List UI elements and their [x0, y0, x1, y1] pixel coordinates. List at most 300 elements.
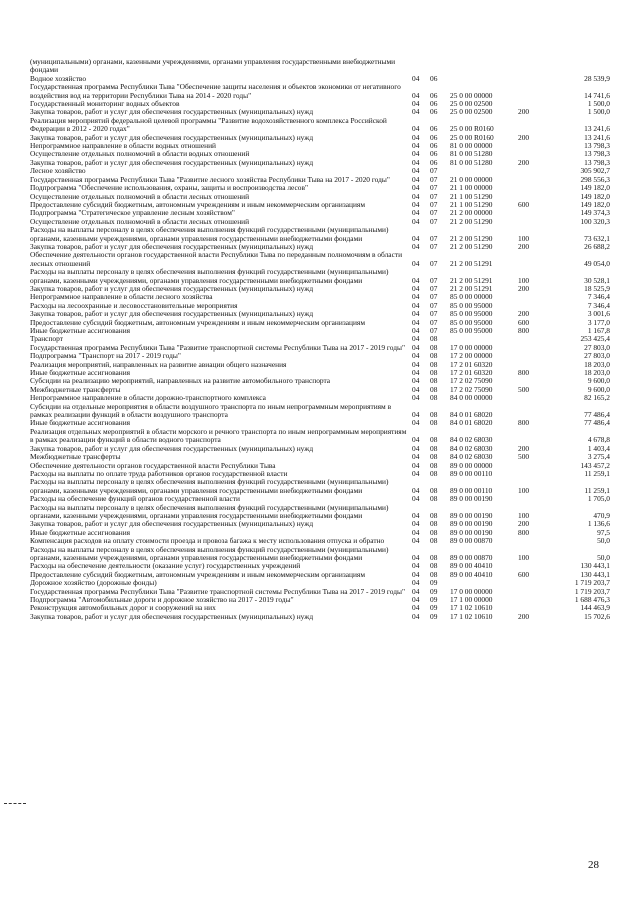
cell-pr: 08	[430, 418, 438, 428]
cell-sum: 11 259,1	[584, 468, 610, 478]
cell-rz: 04	[412, 443, 420, 453]
cell-name: Расходы на выплаты персоналу в целях обеспечения выполнения функций государственными (муниципальными) органами, казенными учреждениями, органами управления государственными внебюджетными фондами	[30, 502, 389, 520]
cell-cs: 17 2 01 60320	[450, 359, 493, 369]
cell-pr: 07	[430, 292, 438, 302]
cell-sum: 77 486,4	[584, 418, 610, 428]
cell-name: Предоставление субсидий бюджетным, автономным учреждениям и иным некоммерческим организациям	[30, 569, 366, 579]
cell-cs: 25 0 00 R0160	[450, 124, 494, 134]
cell-rz: 04	[412, 342, 420, 352]
cell-sum: 7 346,4	[587, 292, 610, 302]
cell-cs: 17 2 00 00000	[450, 351, 493, 361]
cell-sum: 1 500,0	[587, 107, 610, 117]
cell-vr: 600	[518, 317, 530, 327]
cell-pr: 06	[430, 149, 438, 159]
cell-pr: 08	[430, 569, 438, 579]
cell-sum: 3 177,0	[587, 317, 610, 327]
cell-cs: 21 2 00 51290	[450, 241, 493, 251]
cell-rz: 04	[412, 527, 420, 537]
cell-sum: 1 136,6	[587, 519, 610, 529]
cell-pr: 08	[430, 536, 438, 546]
cell-sum: 49 054,0	[584, 258, 610, 268]
cell-rz: 04	[412, 536, 420, 546]
cell-sum: 1 403,4	[587, 443, 610, 453]
cell-rz: 04	[412, 99, 420, 109]
cell-name: Государственная программа Республики Тыва "Обеспечение защиты населения и объектов экономики от негативного воздействия вод на территории Республики Тыва на 2014 - 2020 годы"	[30, 82, 401, 100]
cell-name: Непрограммное направление в области водных отношений	[30, 141, 217, 151]
cell-name: Обеспечение деятельности органов государственной власти Республики Тыва	[30, 460, 276, 470]
cell-pr: 07	[430, 275, 438, 285]
cell-vr: 200	[518, 241, 530, 251]
table-row	[30, 83, 610, 100]
cell-name: Реализация мероприятий, направленных на развитие авиации общего назначения	[30, 359, 287, 369]
cell-name: Реализация отдельных мероприятий в области морского и речного транспорта по иным непрограммным мероприятиям в рамках реализации функций в области водного транспорта	[30, 426, 407, 445]
cell-name: Транспорт	[30, 334, 63, 344]
cell-sum: 18 525,9	[584, 283, 610, 293]
cell-pr: 08	[430, 527, 438, 537]
cell-sum: 149 182,0	[580, 183, 610, 193]
cell-pr: 07	[430, 174, 438, 184]
cell-cs: 85 0 00 95000	[450, 309, 493, 319]
cell-rz: 04	[412, 216, 420, 226]
cell-vr: 100	[518, 552, 530, 562]
cell-rz: 04	[412, 283, 420, 293]
cell-rz: 04	[412, 166, 420, 176]
cell-pr: 08	[430, 334, 438, 344]
cell-vr: 200	[518, 283, 530, 293]
cell-sum: 149 374,3	[580, 208, 610, 218]
cell-pr: 09	[430, 603, 438, 613]
cell-pr: 08	[430, 485, 438, 495]
cell-rz: 04	[412, 199, 420, 209]
cell-sum: 144 463,9	[580, 603, 610, 613]
cell-pr: 08	[430, 359, 438, 369]
cell-rz: 04	[412, 241, 420, 251]
cell-rz: 04	[412, 410, 420, 420]
cell-name: Реализация мероприятий федеральной целевой программы "Развитие водохозяйственного комплекса Российской Федерации в 2012 - 2020 годах"	[30, 115, 387, 134]
cell-sum: 13 798,3	[584, 141, 610, 151]
cell-name: (муниципальными) органами, казенными учреждениями, органами управления государственными внебюджетными фондами	[30, 57, 396, 75]
cell-cs: 21 2 00 51290	[450, 233, 493, 243]
cell-pr: 07	[430, 241, 438, 251]
cell-cs: 84 0 02 68030	[450, 452, 493, 462]
table-row	[30, 504, 610, 521]
cell-name: Закупка товаров, работ и услуг для обеспечения государственных (муниципальных) нужд	[30, 107, 314, 117]
cell-cs: 81 0 00 51280	[450, 157, 493, 167]
cell-name: Осуществление отдельных полномочий в области лесных отношений	[30, 191, 250, 201]
cell-name: Закупка товаров, работ и услуг для обеспечения государственных (муниципальных) нужд	[30, 443, 314, 453]
cell-sum: 298 556,3	[580, 174, 610, 184]
cell-cs: 21 2 00 51290	[450, 216, 493, 226]
cell-cs: 25 0 00 02500	[450, 107, 493, 117]
cell-name: Государственная программа Республики Тыва "Развитие транспортной системы Республики Тыва на 2017 - 2019 годы"	[30, 342, 406, 352]
cell-name: Непрограммное направление в области дорожно-транспортного комплекса	[30, 393, 266, 403]
page-number: 28	[588, 859, 599, 871]
cell-vr: 100	[518, 510, 530, 520]
cell-sum: 27 803,0	[584, 351, 610, 361]
cell-cs: 21 1 00 51290	[450, 191, 493, 201]
cell-name: Реконструкция автомобильных дорог и сооружений на них	[30, 603, 216, 613]
cell-rz: 04	[412, 326, 420, 335]
cell-vr: 600	[518, 199, 530, 209]
cell-vr: 100	[518, 275, 530, 285]
cell-rz: 04	[412, 157, 420, 167]
cell-rz: 04	[412, 149, 420, 159]
cell-name: Межбюджетные трансферты	[30, 384, 121, 394]
cell-sum: 1 719 203,7	[574, 586, 610, 596]
cell-name: Предоставление субсидий бюджетным, автономным учреждениям и иным некоммерческим организациям	[30, 199, 366, 209]
cell-name: Субсидии на реализацию мероприятий, направленных на развитие автомобильного транспорта	[30, 376, 331, 386]
cell-sum: 3 275,4	[587, 452, 610, 462]
cell-pr: 09	[430, 578, 438, 588]
cell-vr: 800	[518, 326, 530, 335]
cell-sum: 9 600,0	[587, 376, 610, 386]
cell-rz: 04	[412, 183, 420, 193]
cell-name: Государственная программа Республики Тыва "Развитие транспортной системы Республики Тыва на 2017 - 2019 годы"	[30, 586, 406, 596]
cell-name: Расходы на лесоохранные и лесовосстановительные мероприятия	[30, 300, 238, 310]
cell-sum: 14 741,6	[584, 90, 610, 100]
cell-cs: 89 0 00 40410	[450, 561, 493, 571]
table-row	[30, 159, 610, 167]
cell-cs: 84 0 01 68020	[450, 410, 493, 420]
cell-rz: 04	[412, 233, 420, 243]
cell-rz: 04	[412, 418, 420, 428]
cell-cs: 17 1 00 00000	[450, 595, 493, 604]
cell-sum: 305 902,7	[580, 166, 610, 176]
cell-pr: 07	[430, 216, 438, 226]
cell-pr: 08	[430, 351, 438, 361]
cell-vr: 100	[518, 485, 530, 495]
cell-sum: 77 486,4	[584, 410, 610, 420]
cell-name: Обеспечение деятельности органов государственной власти Республики Тыва по переданным полномочиям в области лесных отношений	[30, 250, 403, 268]
cell-pr: 09	[430, 595, 438, 604]
cell-rz: 04	[412, 595, 420, 604]
cell-pr: 09	[430, 586, 438, 596]
cell-pr: 07	[430, 199, 438, 209]
cell-name: Подпрограмма "Транспорт на 2017 - 2019 годы"	[30, 351, 181, 361]
table-row	[30, 117, 610, 134]
cell-cs: 17 2 02 75090	[450, 384, 493, 394]
cell-sum: 7 346,4	[587, 300, 610, 310]
cell-pr: 08	[430, 452, 438, 462]
cell-name: Иные бюджетные ассигнования	[30, 368, 131, 378]
cell-rz: 04	[412, 317, 420, 327]
cell-sum: 28 539,9	[584, 73, 610, 83]
cell-cs: 25 0 00 R0160	[450, 132, 494, 142]
cell-cs: 89 0 00 00870	[450, 536, 493, 546]
cell-name: Закупка товаров, работ и услуг для обеспечения государственных (муниципальных) нужд	[30, 241, 314, 251]
cell-rz: 04	[412, 300, 420, 310]
cell-name: Закупка товаров, работ и услуг для обеспечения государственных (муниципальных) нужд	[30, 309, 314, 319]
cell-name: Расходы на обеспечение функций органов государственной власти	[30, 494, 240, 504]
cell-name: Водное хозяйство	[30, 73, 87, 83]
cell-pr: 08	[430, 368, 438, 378]
cell-rz: 04	[412, 393, 420, 403]
cell-rz: 04	[412, 611, 420, 621]
cell-sum: 4 678,8	[587, 435, 610, 445]
cell-pr: 07	[430, 283, 438, 293]
cell-pr: 07	[430, 309, 438, 319]
cell-cs: 21 2 00 51291	[450, 283, 493, 293]
table-row	[30, 58, 610, 75]
cell-rz: 04	[412, 603, 420, 613]
cell-rz: 04	[412, 578, 420, 588]
cell-cs: 17 1 02 10610	[450, 611, 493, 621]
cell-rz: 04	[412, 519, 420, 529]
cell-rz: 04	[412, 73, 420, 83]
cell-sum: 30 528,1	[584, 275, 610, 285]
cell-pr: 07	[430, 166, 438, 176]
cell-name: Лесное хозяйство	[30, 166, 86, 176]
cell-sum: 13 798,3	[584, 149, 610, 159]
cell-sum: 1 719 203,7	[574, 578, 610, 588]
cell-pr: 06	[430, 141, 438, 151]
cell-rz: 04	[412, 468, 420, 478]
cell-cs: 84 0 02 68030	[450, 443, 493, 453]
cell-cs: 85 0 00 00000	[450, 292, 493, 302]
cell-pr: 08	[430, 468, 438, 478]
cell-name: Расходы на выплаты персоналу в целях обеспечения выполнения функций государственными (муниципальными) органами, казенными учреждениями, органами управления государственными внебюджетными фондами	[30, 544, 389, 562]
cell-cs: 25 0 00 02500	[450, 99, 493, 109]
cell-cs: 21 1 00 51290	[450, 199, 493, 209]
cell-sum: 3 001,6	[587, 309, 610, 319]
cell-rz: 04	[412, 208, 420, 218]
cell-name: Подпрограмма "Автомобильные дороги и дорожное хозяйство на 2017 - 2019 годы"	[30, 595, 294, 604]
cell-cs: 17 0 00 00000	[450, 342, 493, 352]
cell-sum: 82 165,2	[584, 393, 610, 403]
cell-cs: 21 0 00 00000	[450, 174, 493, 184]
cell-vr: 200	[518, 519, 530, 529]
cell-sum: 143 457,2	[580, 460, 610, 470]
cell-vr: 800	[518, 527, 530, 537]
cell-cs: 89 0 00 00190	[450, 510, 493, 520]
cell-vr: 200	[518, 132, 530, 142]
cell-name: Компенсация расходов на оплату стоимости проезда и провоза багажа к месту использования отпуска и обратно	[30, 536, 385, 546]
cell-pr: 07	[430, 300, 438, 310]
cell-sum: 13 798,3	[584, 157, 610, 167]
cell-rz: 04	[412, 174, 420, 184]
cell-vr: 200	[518, 157, 530, 167]
cell-pr: 06	[430, 132, 438, 142]
cell-rz: 04	[412, 275, 420, 285]
cell-vr: 800	[518, 418, 530, 428]
cell-name: Закупка товаров, работ и услуг для обеспечения государственных (муниципальных) нужд	[30, 283, 314, 293]
cell-pr: 08	[430, 519, 438, 529]
cell-name: Подпрограмма "Стратегическое управление лесным хозяйством"	[30, 208, 235, 218]
cell-rz: 04	[412, 586, 420, 596]
cell-name: Государственный мониторинг водных объектов	[30, 99, 180, 109]
cell-name: Расходы на выплаты персоналу в целях обеспечения выполнения функций государственными (муниципальными) органами, казенными учреждениями, органами управления государственными внебюджетными фондами	[30, 267, 389, 285]
cell-rz: 04	[412, 191, 420, 201]
cell-rz: 04	[412, 435, 420, 445]
table-row	[30, 478, 610, 495]
cell-cs: 85 0 00 95000	[450, 317, 493, 327]
cell-cs: 21 2 00 51291	[450, 258, 493, 268]
cell-pr: 08	[430, 376, 438, 386]
cell-rz: 04	[412, 569, 420, 579]
cell-sum: 1 688 476,3	[574, 595, 610, 604]
cell-cs: 17 2 02 75090	[450, 376, 493, 386]
cell-pr: 08	[430, 460, 438, 470]
cell-pr: 07	[430, 326, 438, 335]
cell-sum: 97,5	[597, 527, 610, 537]
table-row	[30, 327, 610, 335]
cell-pr: 08	[430, 494, 438, 504]
cell-vr: 500	[518, 384, 530, 394]
cell-pr: 08	[430, 342, 438, 352]
table-row	[30, 226, 610, 243]
cell-pr: 09	[430, 611, 438, 621]
cell-cs: 81 0 00 51280	[450, 149, 493, 159]
cell-sum: 1 705,0	[587, 494, 610, 504]
cell-cs: 84 0 00 00000	[450, 393, 493, 403]
cell-cs: 21 2 00 00000	[450, 208, 493, 218]
cell-rz: 04	[412, 107, 420, 117]
table-row	[30, 268, 610, 285]
cell-sum: 1 500,0	[587, 99, 610, 109]
table-row	[30, 546, 610, 563]
cell-sum: 15 702,6	[584, 611, 610, 621]
cell-sum: 11 259,1	[584, 485, 610, 495]
cell-rz: 04	[412, 376, 420, 386]
cell-sum: 470,9	[593, 510, 610, 520]
cell-rz: 04	[412, 258, 420, 268]
cell-pr: 07	[430, 191, 438, 201]
cell-pr: 07	[430, 183, 438, 193]
cell-vr: 200	[518, 309, 530, 319]
cell-sum: 253 425,4	[580, 334, 610, 344]
cell-cs: 25 0 00 00000	[450, 90, 493, 100]
cell-sum: 130 443,1	[580, 569, 610, 579]
cell-sum: 9 600,0	[587, 384, 610, 394]
cell-name: Закупка товаров, работ и услуг для обеспечения государственных (муниципальных) нужд	[30, 132, 314, 142]
cell-name: Межбюджетные трансферты	[30, 452, 121, 462]
cell-pr: 07	[430, 233, 438, 243]
cell-sum: 130 443,1	[580, 561, 610, 571]
cell-name: Иные бюджетные ассигнования	[30, 326, 131, 335]
scan-artifact-line	[4, 803, 26, 804]
cell-pr: 07	[430, 258, 438, 268]
cell-rz: 04	[412, 494, 420, 504]
cell-sum: 13 241,6	[584, 132, 610, 142]
cell-rz: 04	[412, 561, 420, 571]
cell-pr: 06	[430, 99, 438, 109]
cell-pr: 08	[430, 443, 438, 453]
cell-cs: 89 0 00 00110	[450, 468, 493, 478]
cell-name: Подпрограмма "Обеспечение использования, охраны, защиты и воспроизводства лесов"	[30, 183, 308, 193]
cell-sum: 18 203,0	[584, 368, 610, 378]
cell-name: Дорожное хозяйство (дорожные фонды)	[30, 578, 157, 588]
cell-vr: 600	[518, 569, 530, 579]
cell-cs: 85 0 00 95000	[450, 326, 493, 335]
cell-pr: 08	[430, 435, 438, 445]
cell-cs: 17 1 02 10610	[450, 603, 493, 613]
cell-vr: 100	[518, 233, 530, 243]
cell-name: Государственная программа Республики Тыва "Развитие лесного хозяйства Республики Тыва на 2017 - 2020 годы"	[30, 174, 390, 184]
cell-pr: 06	[430, 90, 438, 100]
cell-rz: 04	[412, 292, 420, 302]
cell-pr: 08	[430, 410, 438, 420]
cell-sum: 50,0	[597, 536, 610, 546]
cell-sum: 149 182,0	[580, 199, 610, 209]
cell-cs: 89 0 00 00190	[450, 494, 493, 504]
cell-rz: 04	[412, 368, 420, 378]
cell-name: Непрограммное направление в области лесного хозяйства	[30, 292, 213, 302]
cell-sum: 50,0	[597, 552, 610, 562]
cell-cs: 85 0 00 95000	[450, 300, 493, 310]
cell-rz: 04	[412, 485, 420, 495]
table-row	[30, 428, 610, 445]
cell-cs: 89 0 00 00110	[450, 485, 493, 495]
cell-sum: 27 803,0	[584, 342, 610, 352]
cell-rz: 04	[412, 452, 420, 462]
cell-pr: 06	[430, 124, 438, 134]
cell-pr: 08	[430, 552, 438, 562]
cell-cs: 89 0 00 00190	[450, 519, 493, 529]
cell-pr: 07	[430, 208, 438, 218]
cell-cs: 17 0 00 00000	[450, 586, 493, 596]
cell-name: Осуществление отдельных полномочий в области водных отношений	[30, 149, 250, 159]
cell-sum: 13 241,6	[584, 124, 610, 134]
cell-cs: 21 2 00 51291	[450, 275, 493, 285]
cell-sum: 18 203,0	[584, 359, 610, 369]
cell-cs: 89 0 00 00190	[450, 527, 493, 537]
cell-sum: 1 167,8	[587, 326, 610, 335]
cell-cs: 89 0 00 40410	[450, 569, 493, 579]
cell-vr: 500	[518, 452, 530, 462]
cell-rz: 04	[412, 334, 420, 344]
cell-rz: 04	[412, 309, 420, 319]
cell-pr: 06	[430, 73, 438, 83]
cell-rz: 04	[412, 460, 420, 470]
cell-name: Закупка товаров, работ и услуг для обеспечения государственных (муниципальных) нужд	[30, 611, 314, 621]
cell-rz: 04	[412, 552, 420, 562]
cell-sum: 149 182,0	[580, 191, 610, 201]
cell-cs: 17 2 01 60320	[450, 368, 493, 378]
cell-name: Субсидии на отдельные мероприятия в области воздушного транспорта по иным непрограммным мероприятиям в рамках реализации функций в области воздушного транспорта	[30, 401, 392, 420]
cell-cs: 21 1 00 00000	[450, 183, 493, 193]
cell-cs: 89 0 00 00870	[450, 552, 493, 562]
cell-name: Осуществление отдельных полномочий в области лесных отношений	[30, 216, 250, 226]
cell-name: Закупка товаров, работ и услуг для обеспечения государственных (муниципальных) нужд	[30, 519, 314, 529]
cell-sum: 73 632,1	[584, 233, 610, 243]
cell-pr: 07	[430, 317, 438, 327]
cell-vr: 200	[518, 107, 530, 117]
cell-name: Иные бюджетные ассигнования	[30, 527, 131, 537]
cell-pr: 08	[430, 393, 438, 403]
cell-rz: 04	[412, 90, 420, 100]
cell-cs: 84 0 01 68020	[450, 418, 493, 428]
table-row	[30, 613, 610, 621]
cell-rz: 04	[412, 124, 420, 134]
cell-sum: 100 320,3	[580, 216, 610, 226]
cell-pr: 08	[430, 384, 438, 394]
cell-name: Расходы на обеспечение деятельности (оказание услуг) государственных учреждений	[30, 561, 301, 571]
cell-vr: 800	[518, 368, 530, 378]
cell-rz: 04	[412, 359, 420, 369]
cell-pr: 08	[430, 561, 438, 571]
cell-name: Расходы на выплаты по оплате труда работников органов государственной власти	[30, 468, 288, 478]
cell-cs: 81 0 00 00000	[450, 141, 493, 151]
cell-rz: 04	[412, 351, 420, 361]
cell-pr: 08	[430, 510, 438, 520]
cell-sum: 26 688,2	[584, 241, 610, 251]
cell-pr: 06	[430, 107, 438, 117]
cell-name: Иные бюджетные ассигнования	[30, 418, 131, 428]
cell-vr: 200	[518, 443, 530, 453]
cell-pr: 06	[430, 157, 438, 167]
cell-cs: 84 0 02 68030	[450, 435, 493, 445]
cell-cs: 89 0 00 00000	[450, 460, 493, 470]
